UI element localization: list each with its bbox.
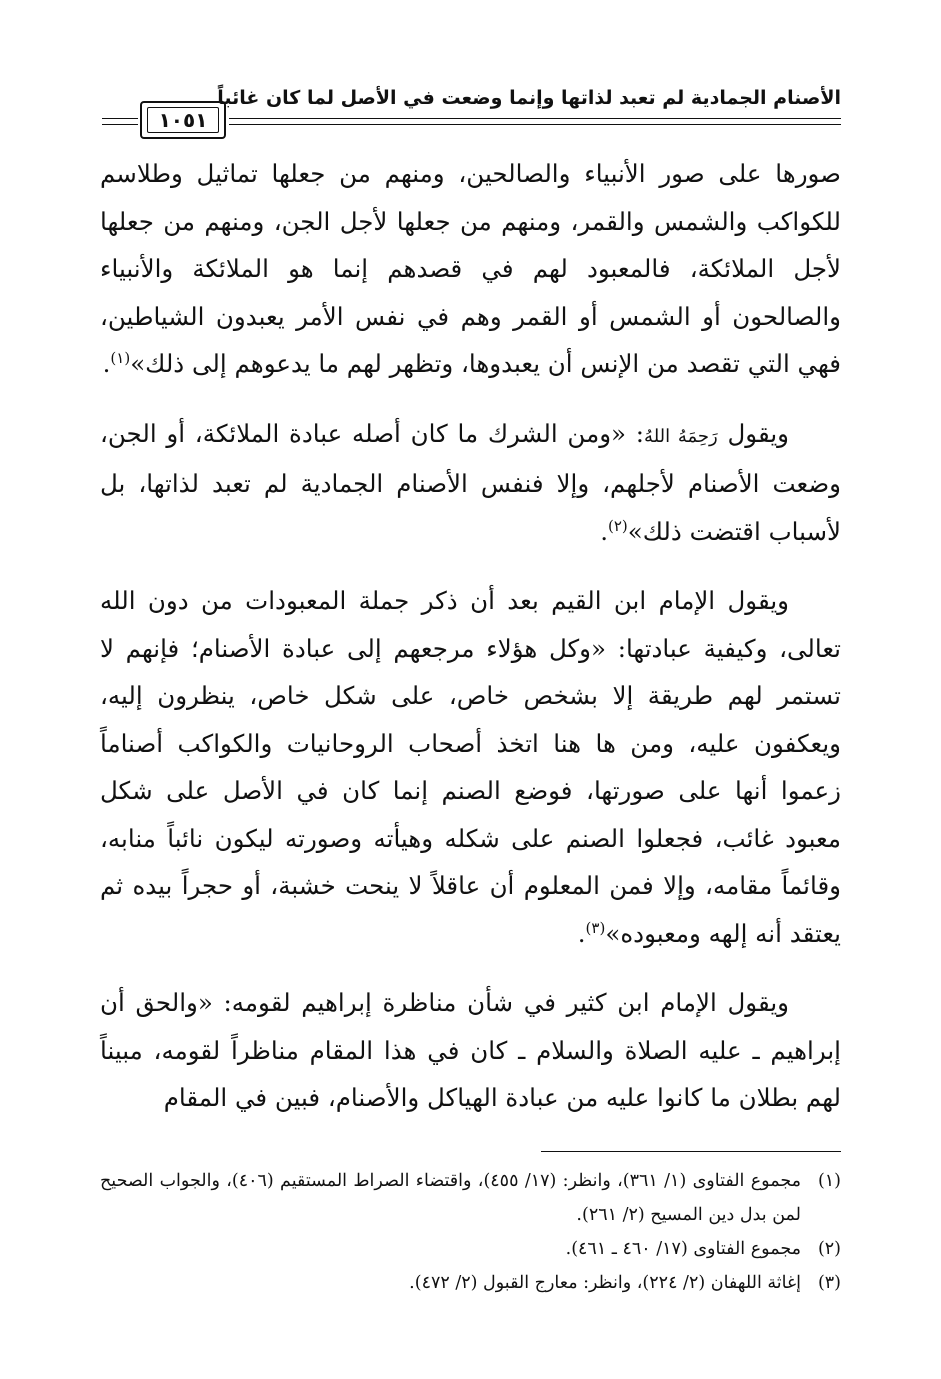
paragraph-2-end: .: [600, 516, 608, 546]
honorific-glyph: رَحِمَهُ اللهُ: [644, 425, 718, 447]
paragraph-4: [100, 979, 841, 1122]
paragraph-1-end: .: [102, 349, 111, 378]
footnote-text: مجموع الفتاوى (١/ ٣٦١)، وانظر: (١٧/ ٤٥٥)، واقتضاء الصراط المستقيم (٤٠٦)، والجواب الصحيح لمن بدل دين المسيح (٢/ ٢٦١).: [100, 1171, 801, 1225]
footnote-text: مجموع الفتاوى (١٧/ ٤٦٠ ـ ٤٦١).: [565, 1239, 801, 1259]
footnote-item: [100, 1232, 841, 1266]
footnote-ref-2[interactable]: (٢): [607, 516, 628, 535]
footnote-text: إغاثة اللهفان (٢/ ٢٢٤)، وانظر: معارج القبول (٢/ ٤٧٢).: [409, 1273, 801, 1293]
running-title: الأصنام الجمادية لم تعبد لذاتها وإنما وضعت في الأصل لما كان غائباً: [217, 87, 841, 109]
paragraph-1-text: صورها على صور الأنبياء والصالحين، ومنهم من جعلها تماثيل وطلاسم للكواكب والشمس والقمر، ومنهم من جعلها لأجل الجن، ومنهم من جعلها لأجل الملائكة، فالمعبود لهم في قصدهم إنما هو الملائكة والأنبياء والصالحون أو الشمس أو القمر وهم في نفس الأمر يعبدون الشياطين، فهي التي تقصد من الإنس أن يعبدوها، وتظهر لهم ما يدعوهم إلى ذلك»: [100, 159, 841, 378]
paragraph-2: [100, 410, 841, 556]
page-number: ١٠٥١: [147, 107, 219, 133]
page-number-frame: [140, 101, 226, 139]
paragraph-4-text: ويقول الإمام ابن كثير في شأن مناظرة إبراهيم لقومه: «والحق أن إبراهيم ـ عليه الصلاة والسلام ـ كان في هذا المقام مناظراً لقومه، مبيناً لهم بطلان ما كانوا عليه من عبادة الهياكل والأصنام، فبين في المقام: [100, 988, 841, 1112]
paragraph-3-text: ويقول الإمام ابن القيم بعد أن ذكر جملة المعبودات من دون الله تعالى، وكيفية عبادتها: «وكل هؤلاء مرجعهم إلى عبادة الأصنام؛ فإنهم لا تستمر لهم طريقة إلا بشخص خاص، على شكل خاص، ينظرون إليه، ويعكفون عليه، ومن ها هنا اتخذ أصحاب الروحانيات والكواكب أصناماً زعموا أنها على صورتها، فوضع الصنم إنما كان في الأصل على شكل معبود غائب، فجعلوا الصنم على شكله وهيأته وصورته ليكون نائباً منابه، وقائماً مقامه، وإلا فمن المعلوم أن عاقلاً لا ينحت خشبة، أو حجراً بيده ثم يعتقد أنه إلهه ومعبوده»: [100, 586, 841, 948]
footnote-ref-1[interactable]: (١): [110, 348, 131, 367]
footnote-number: (٣): [817, 1273, 841, 1293]
paragraph-3-end: .: [577, 918, 586, 948]
footnotes-list: [100, 1164, 841, 1300]
paragraph-2-text: : «ومن الشرك ما كان أصله عبادة الملائكة، أو الجن، وضعت الأصنام لأجلهم، وإلا فنفس الأصنام الجمادية لم تعبد لذاتها، بل لأسباب اقتضت ذلك»: [100, 418, 841, 546]
footnote-separator: [541, 1151, 841, 1152]
paragraph-2-lead: ويقول: [727, 418, 789, 448]
header-rule-bottom: [229, 124, 841, 125]
header-rule-left-top: [102, 118, 138, 119]
header-rule-left-bottom: [102, 124, 138, 125]
footnote-number: (١): [817, 1171, 841, 1191]
footnote-ref-3[interactable]: (٣): [585, 918, 606, 937]
header-rule-top: [229, 118, 841, 119]
paragraph-3: [100, 577, 841, 957]
footnote-item: [100, 1266, 841, 1300]
paragraph-1: [100, 150, 841, 388]
main-text: [100, 150, 841, 1144]
footnote-item: [100, 1164, 841, 1232]
footnote-number: (٢): [817, 1239, 841, 1259]
